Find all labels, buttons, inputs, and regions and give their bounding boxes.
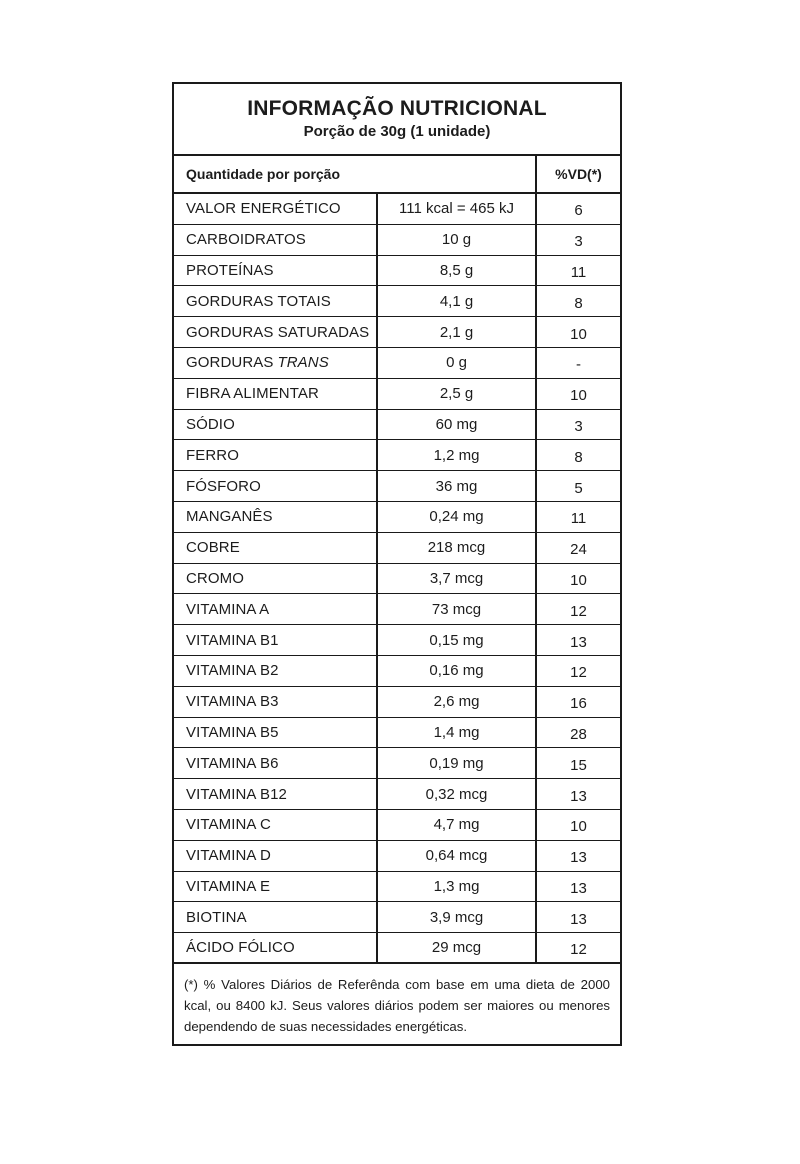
nutrient-amount: 0,19 mg — [378, 748, 537, 778]
nutrient-row — [174, 256, 620, 287]
nutrient-name — [174, 779, 378, 809]
nutrient-daily-value: 12 — [570, 941, 587, 959]
nutrient-name — [174, 933, 378, 962]
nutrient-name — [174, 687, 378, 717]
nutrient-row — [174, 410, 620, 441]
nutrient-daily-value: 10 — [570, 325, 587, 343]
nutrient-row — [174, 564, 620, 595]
nutrient-name — [174, 286, 378, 316]
nutrient-row — [174, 286, 620, 317]
nutrient-name-text: FERRO — [186, 446, 239, 464]
nutrient-amount: 1,4 mg — [378, 718, 537, 748]
nutrient-name-text: VITAMINA B6 — [186, 754, 279, 772]
nutrition-facts-label — [172, 82, 622, 1046]
nutrient-daily-value: 13 — [570, 787, 587, 805]
nutrient-row — [174, 194, 620, 225]
nutrient-name-text: GORDURAS SATURADAS — [186, 323, 370, 341]
nutrient-amount: 218 mcg — [378, 533, 537, 563]
footnote: (*) % Valores Diários de Referênda com base em uma dieta de 2000 kcal, ou 8400 kJ. Seus valores diários podem ser maiores ou menores dependendo de suas necessidades energéticas. — [184, 977, 610, 1034]
nutrient-amount: 60 mg — [378, 410, 537, 440]
nutrient-row — [174, 779, 620, 810]
nutrient-amount: 0,64 mcg — [378, 841, 537, 871]
nutrient-row — [174, 872, 620, 903]
nutrient-amount: 3,9 mcg — [378, 902, 537, 932]
label-header — [174, 84, 620, 156]
nutrient-daily-value: 28 — [570, 725, 587, 743]
nutrient-row — [174, 594, 620, 625]
nutrient-amount: 1,3 mg — [378, 872, 537, 902]
nutrient-name — [174, 256, 378, 286]
nutrient-amount: 10 g — [378, 225, 537, 255]
nutrient-daily-value: 11 — [570, 263, 587, 281]
nutrient-name-text: VALOR ENERGÉTICO — [186, 200, 341, 218]
nutrient-name-text: FÓSFORO — [186, 477, 261, 495]
nutrient-name-text: GORDURAS — [186, 354, 274, 372]
nutrient-name-text: GORDURAS TOTAIS — [186, 292, 331, 310]
nutrient-name-suffix: TRANS — [277, 354, 329, 372]
nutrient-name-text: VITAMINA B1 — [186, 631, 279, 649]
nutrient-daily-value: - — [576, 356, 581, 374]
nutrient-name-text: CARBOIDRATOS — [186, 231, 306, 249]
nutrient-name — [174, 872, 378, 902]
nutrient-name-text: SÓDIO — [186, 415, 235, 433]
nutrient-daily-value: 11 — [570, 510, 587, 528]
nutrient-daily-value: 13 — [570, 879, 587, 897]
nutrient-name-text: ÁCIDO FÓLICO — [186, 939, 295, 957]
nutrient-name-text: PROTEÍNAS — [186, 261, 274, 279]
nutrient-daily-value: 12 — [570, 602, 587, 620]
nutrient-amount: 29 mcg — [378, 933, 537, 962]
nutrient-row — [174, 810, 620, 841]
nutrient-name-text: COBRE — [186, 539, 240, 557]
nutrient-name — [174, 564, 378, 594]
nutrient-name-text: VITAMINA E — [186, 877, 271, 895]
nutrient-name — [174, 625, 378, 655]
nutrient-row — [174, 748, 620, 779]
nutrient-name — [174, 748, 378, 778]
nutrient-name-text: VITAMINA D — [186, 847, 271, 865]
nutrient-name — [174, 471, 378, 501]
nutrient-name-text: VITAMINA B5 — [186, 723, 279, 741]
nutrient-name — [174, 317, 378, 347]
nutrient-amount: 4,7 mg — [378, 810, 537, 840]
nutrient-row — [174, 687, 620, 718]
nutrient-amount: 111 kcal = 465 kJ — [378, 194, 537, 224]
nutrient-row — [174, 225, 620, 256]
nutrient-name — [174, 440, 378, 470]
nutrient-amount: 3,7 mcg — [378, 564, 537, 594]
nutrient-row — [174, 656, 620, 687]
nutrient-row — [174, 902, 620, 933]
nutrient-daily-value: 13 — [570, 633, 587, 651]
nutrient-daily-value: 10 — [570, 387, 587, 405]
nutrient-name — [174, 594, 378, 624]
nutrient-row — [174, 471, 620, 502]
nutrient-amount: 36 mg — [378, 471, 537, 501]
nutrient-name — [174, 348, 378, 378]
nutrient-name — [174, 902, 378, 932]
nutrient-name — [174, 841, 378, 871]
nutrient-amount: 0,16 mg — [378, 656, 537, 686]
nutrient-name — [174, 502, 378, 532]
nutrient-daily-value: 24 — [570, 541, 587, 559]
nutrient-row — [174, 379, 620, 410]
nutrient-daily-value: 10 — [570, 571, 587, 589]
nutrient-name-text: VITAMINA A — [186, 600, 270, 618]
nutrient-row — [174, 625, 620, 656]
column-header-quantity: Quantidade por porção — [174, 156, 537, 192]
nutrient-row — [174, 348, 620, 379]
nutrient-row — [174, 718, 620, 749]
nutrient-rows — [174, 194, 620, 964]
nutrient-daily-value: 8 — [574, 448, 583, 466]
nutrient-daily-value: 13 — [570, 910, 587, 928]
nutrient-daily-value: 10 — [570, 818, 587, 836]
nutrient-daily-value: 16 — [570, 695, 587, 713]
nutrient-daily-value: 3 — [574, 233, 583, 251]
nutrient-row — [174, 317, 620, 348]
nutrient-amount: 8,5 g — [378, 256, 537, 286]
nutrient-amount: 0,32 mcg — [378, 779, 537, 809]
nutrient-daily-value: 6 — [574, 202, 583, 220]
nutrient-name-text: VITAMINA C — [186, 816, 271, 834]
nutrient-amount: 0,15 mg — [378, 625, 537, 655]
nutrient-row — [174, 440, 620, 471]
nutrient-amount: 0 g — [378, 348, 537, 378]
nutrient-name-text: VITAMINA B2 — [186, 662, 279, 680]
nutrient-name — [174, 810, 378, 840]
label-title: INFORMAÇÃO NUTRICIONAL — [247, 97, 547, 120]
nutrient-name — [174, 410, 378, 440]
nutrient-name-text: CROMO — [186, 569, 244, 587]
nutrient-name-text: FIBRA ALIMENTAR — [186, 385, 319, 403]
nutrient-amount: 2,6 mg — [378, 687, 537, 717]
nutrient-amount: 73 mcg — [378, 594, 537, 624]
nutrient-daily-value: 12 — [570, 664, 587, 682]
nutrient-row — [174, 502, 620, 533]
nutrient-row — [174, 533, 620, 564]
nutrient-row — [174, 933, 620, 964]
nutrient-daily-value: 8 — [574, 294, 583, 312]
serving-size: Porção de 30g (1 unidade) — [303, 123, 491, 140]
nutrient-amount: 2,1 g — [378, 317, 537, 347]
nutrient-name-text: VITAMINA B12 — [186, 785, 287, 803]
nutrient-amount: 1,2 mg — [378, 440, 537, 470]
nutrient-name-text: VITAMINA B3 — [186, 693, 279, 711]
nutrient-amount: 2,5 g — [378, 379, 537, 409]
nutrient-name — [174, 656, 378, 686]
nutrient-name-text: BIOTINA — [186, 908, 247, 926]
nutrient-daily-value: 3 — [574, 417, 583, 435]
nutrient-row — [174, 841, 620, 872]
nutrient-name-text: MANGANÊS — [186, 508, 273, 526]
nutrient-name — [174, 533, 378, 563]
nutrient-daily-value: 15 — [570, 756, 587, 774]
nutrient-amount: 4,1 g — [378, 286, 537, 316]
column-header-row — [174, 156, 620, 194]
nutrient-daily-value: 5 — [574, 479, 583, 497]
nutrient-name — [174, 225, 378, 255]
nutrient-name — [174, 718, 378, 748]
nutrient-daily-value: 13 — [570, 849, 587, 867]
column-header-daily-value: %VD(*) — [555, 166, 602, 182]
nutrient-name — [174, 194, 378, 224]
nutrient-name — [174, 379, 378, 409]
nutrient-amount: 0,24 mg — [378, 502, 537, 532]
